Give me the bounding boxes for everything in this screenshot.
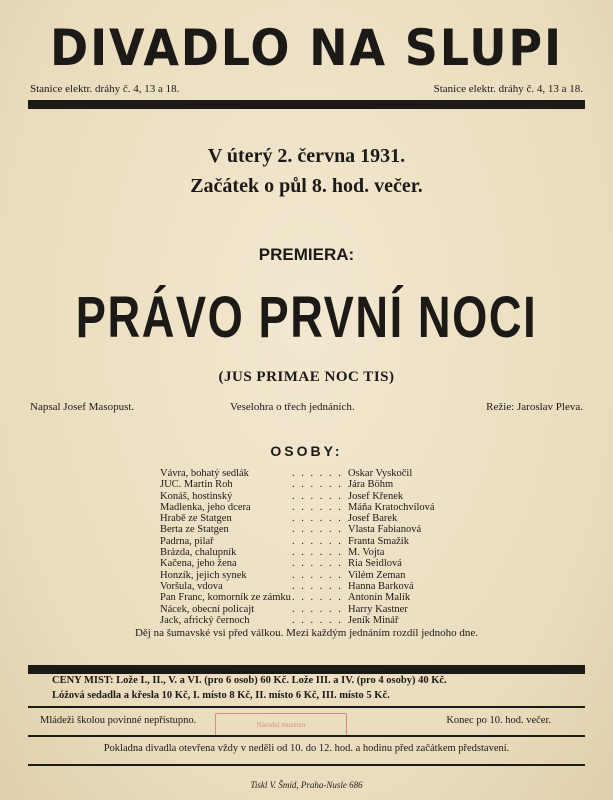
dot-leader: . . . . . . — [292, 490, 343, 502]
cast-actor: Hanna Barková — [348, 580, 414, 592]
cast-actor: Antonín Malík — [348, 592, 411, 604]
youth-notice: Mládeži školou povinné nepřístupno. — [40, 715, 197, 726]
author-credit: Napsal Josef Masopust. — [30, 401, 135, 413]
performance-date: V úterý 2. června 1931. — [207, 145, 406, 167]
cast-role: Vávra, bohatý sedlák — [160, 468, 249, 479]
dot-leader: . . . . . . — [292, 569, 343, 581]
table-row — [0, 558, 613, 569]
dot-leader: . . . . . . — [292, 603, 343, 615]
printer-credit: Tiskl V. Šmíd, Praha-Nusle 686 — [250, 780, 363, 790]
table-row — [0, 524, 613, 535]
table-row — [0, 479, 613, 490]
dot-leader: . . . . . . — [292, 592, 343, 604]
cast-actor: Josef Barek — [348, 513, 398, 525]
station-info-right: Stanice elektr. dráhy č. 4, 13 a 18. — [433, 83, 583, 95]
cast-role: Jack, africký černoch — [160, 614, 250, 626]
premiere-label: PREMIERA: — [258, 245, 355, 264]
dot-leader: . . . . . . — [292, 535, 343, 547]
setting-note: Děj na šumavské vsi před válkou. Mezi každým jednáním rozdíl jednoho dne. — [134, 627, 479, 639]
cast-role: Konáš, hostinský — [160, 490, 233, 502]
cast-list — [0, 468, 613, 626]
dot-leader: . . . . . . — [292, 558, 343, 570]
cast-actor: Jeník Minář — [348, 614, 399, 626]
cast-role: Voršula, vdova — [160, 580, 223, 592]
table-row — [0, 592, 613, 603]
dot-leader: . . . . . . — [292, 501, 343, 513]
table-row — [0, 615, 613, 626]
table-row — [0, 491, 613, 502]
divider — [28, 735, 585, 737]
prices-line-2: Lóžová sedadla a křesla 10 Kč, I. místo 8 Kč, II. místo 6 Kč, III. místo 5 Kč. — [52, 690, 390, 701]
end-time-notice: Konec po 10. hod. večer. — [446, 715, 551, 726]
prices-line-1: CENY MIST: Lože I., II., V. a VI. (pro 6 osob) 60 Kč. Lože III. a IV. (pro 4 osoby) 40 Kč. — [52, 675, 447, 686]
header-rule — [28, 100, 585, 109]
play-subtitle: (JUS PRIMAE NOC TIS) — [218, 369, 395, 385]
start-time: Začátek o půl 8. hod. večer. — [190, 175, 423, 197]
cast-role: JUC. Martin Roh — [160, 479, 233, 491]
cast-heading: OSOBY: — [270, 443, 343, 459]
dot-leader: . . . . . . — [292, 524, 343, 536]
cast-actor: Oskar Vyskočil — [348, 468, 413, 479]
cast-actor: Jára Böhm — [348, 479, 394, 491]
cast-actor: Vilém Zeman — [348, 569, 406, 581]
cast-role: Hrabě ze Statgen — [160, 513, 232, 525]
box-office-notice: Pokladna divadla otevřena vždy v neděli od 10. do 12. hod. a hodinu před začátkem představení. — [103, 743, 510, 754]
cast-role: Pan Franc, komorník ze zámku — [160, 592, 291, 604]
cast-actor: Franta Smažík — [348, 535, 409, 547]
cast-actor: Harry Kastner — [348, 603, 408, 615]
table-row — [0, 604, 613, 615]
cast-role: Kačena, jeho žena — [160, 558, 237, 570]
prices-block — [0, 675, 613, 705]
theatre-name: DIVADLO NA SLUPI — [50, 19, 563, 77]
cast-role: Berta ze Statgen — [160, 524, 229, 536]
station-info-left: Stanice elektr. dráhy č. 4, 13 a 18. — [30, 83, 180, 95]
divider — [28, 706, 585, 708]
dot-leader: . . . . . . — [292, 580, 343, 592]
table-row — [0, 581, 613, 592]
dot-leader: . . . . . . — [292, 513, 343, 525]
divider — [28, 764, 585, 766]
cast-role: Nácek, obecní policajt — [160, 603, 255, 615]
museum-stamp: Národní muzeum — [215, 713, 347, 737]
table-row — [0, 513, 613, 524]
dot-leader: . . . . . . — [292, 479, 343, 491]
cast-actor: Vlasta Fabianová — [348, 524, 422, 536]
play-title: PRÁVO PRVNÍ NOCI — [75, 285, 538, 350]
cast-role: Brázda, chalupník — [160, 547, 237, 559]
genre-credit: Veselohra o třech jednáních. — [230, 401, 355, 413]
table-row — [0, 570, 613, 581]
cast-actor: Ria Seidlová — [348, 558, 402, 570]
cast-actor: Josef Křenek — [348, 490, 404, 502]
cast-role: Honzík, jejich synek — [160, 569, 247, 581]
dot-leader: . . . . . . — [292, 547, 343, 559]
table-row — [0, 468, 613, 479]
cast-role: Padrna, pilař — [160, 535, 214, 547]
cast-actor: Máňa Kratochvílová — [348, 501, 435, 513]
dot-leader: . . . . . . — [292, 468, 343, 479]
table-row — [0, 547, 613, 558]
cast-role: Madlenka, jeho dcera — [160, 501, 251, 513]
cast-actor: M. Vojta — [348, 547, 385, 559]
table-row — [0, 502, 613, 513]
prices-rule-top — [28, 665, 585, 674]
director-credit: Režie: Jaroslav Pleva. — [486, 401, 583, 413]
dot-leader: . . . . . . — [292, 614, 343, 626]
table-row — [0, 536, 613, 547]
